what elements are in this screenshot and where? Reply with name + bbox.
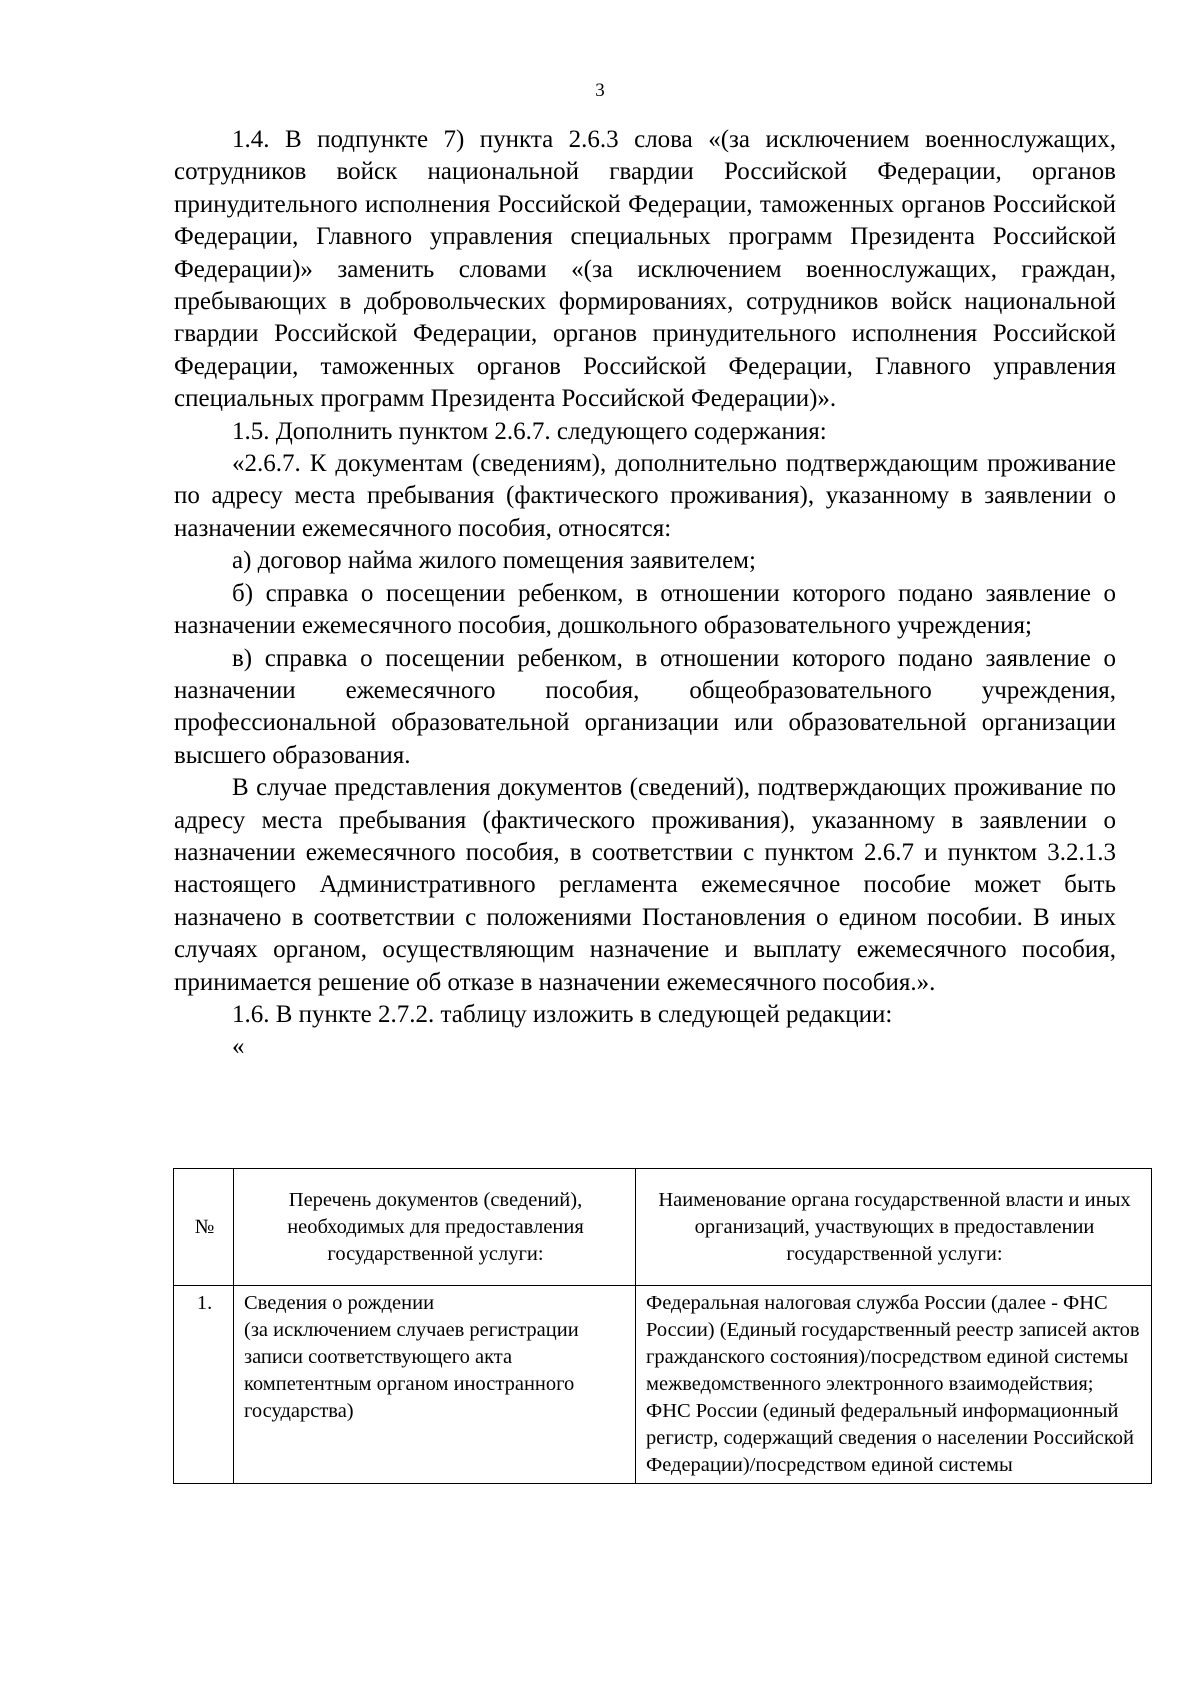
paragraph-item-v: в) справка о посещении ребенком, в отношении которого подано заявление о назначении ежемесячного пособия, общеобразовательного учреждения, профессиональной образовательной организации или образовательной организации высшего образования. <box>174 644 1116 769</box>
paragraph-item-a: а) договор найма жилого помещения заявителем; <box>232 547 756 575</box>
document-item: Сведения о рождении <box>244 1292 435 1314</box>
document-body <box>174 124 1116 1064</box>
paragraph-case-provision: В случае представления документов (сведений), подтверждающих проживание по адресу места пребывания (фактического проживания), указанному в заявлении о назначении ежемесячного пособия, в соответствии с пунктом 2.6.7 и пунктом 3.2.1.3 настоящего Административного регламента ежемесячное пособие может быть назначено в соответствии с положениями Постановления о едином пособии. В иных случаях органом, осуществляющим назначение и выплату ежемесячного пособия, принимается решение об отказе в назначении ежемесячного пособия.». <box>174 774 1116 996</box>
paragraph-1-4: 1.4. В подпункте 7) пункта 2.6.3 слова «(за исключением военнослужащих, сотрудников войск национальной гвардии Российской Федерации, органов принудительного исполнения Российской Федерации, таможенных органов Российской Федерации, Главного управления специальных программ Президента Российской Федерации)» заменить словами «(за исключением военнослужащих, граждан, пребывающих в добровольческих формированиях, сотрудников войск национальной гвардии Российской Федерации, органов принудительного исполнения Российской Федерации, таможенных органов Российской Федерации, Главного управления специальных программ Президента Российской Федерации)». <box>174 126 1116 413</box>
paragraph-1-6: 1.6. В пункте 2.7.2. таблицу изложить в следующей редакции: <box>232 1000 893 1028</box>
documents-table <box>173 1168 1152 1484</box>
paragraph-2-6-7-intro: «2.6.7. К документам (сведениям), дополнительно подтверждающим проживание по адресу места пребывания (фактического проживания), указанному в заявлении о назначении ежемесячного пособия, относятся: <box>174 450 1116 542</box>
header-organizations: Наименование органа государственной власти и иных организаций, участвующих в предоставлении государственной услуги: <box>636 1169 1152 1286</box>
paragraph-1-5: 1.5. Дополнить пунктом 2.6.7. следующего содержания: <box>232 417 827 445</box>
row-organizations-cell <box>636 1286 1152 1484</box>
row-number: 1. <box>174 1286 234 1484</box>
table-row <box>174 1286 1152 1484</box>
document-item-note: (за исключением случаев регистрации записи соответствующего акта компетентным органом иностранного государства) <box>244 1319 579 1422</box>
organization-item: Федеральная налоговая служба России (далее - ФНС России) (Единый государственный реестр записей актов гражданского состояния)/посредством единой системы межведомственного электронного взаимодействия; <box>646 1292 1140 1395</box>
header-number: № <box>174 1169 234 1286</box>
organization-item: ФНС России (единый федеральный информационный регистр, содержащий сведения о населении Российской Федерации)/посредством единой системы <box>646 1400 1134 1476</box>
table-opening-quote: « <box>232 1033 245 1061</box>
table-header-row <box>174 1169 1152 1286</box>
paragraph-item-b: б) справка о посещении ребенком, в отношении которого подано заявление о назначении ежемесячного пособия, дошкольного образовательного учреждения; <box>174 579 1116 640</box>
page-number: 3 <box>595 80 605 101</box>
header-documents: Перечень документов (сведений), необходимых для предоставления государственной услуги: <box>234 1169 636 1286</box>
row-documents-cell <box>234 1286 636 1484</box>
